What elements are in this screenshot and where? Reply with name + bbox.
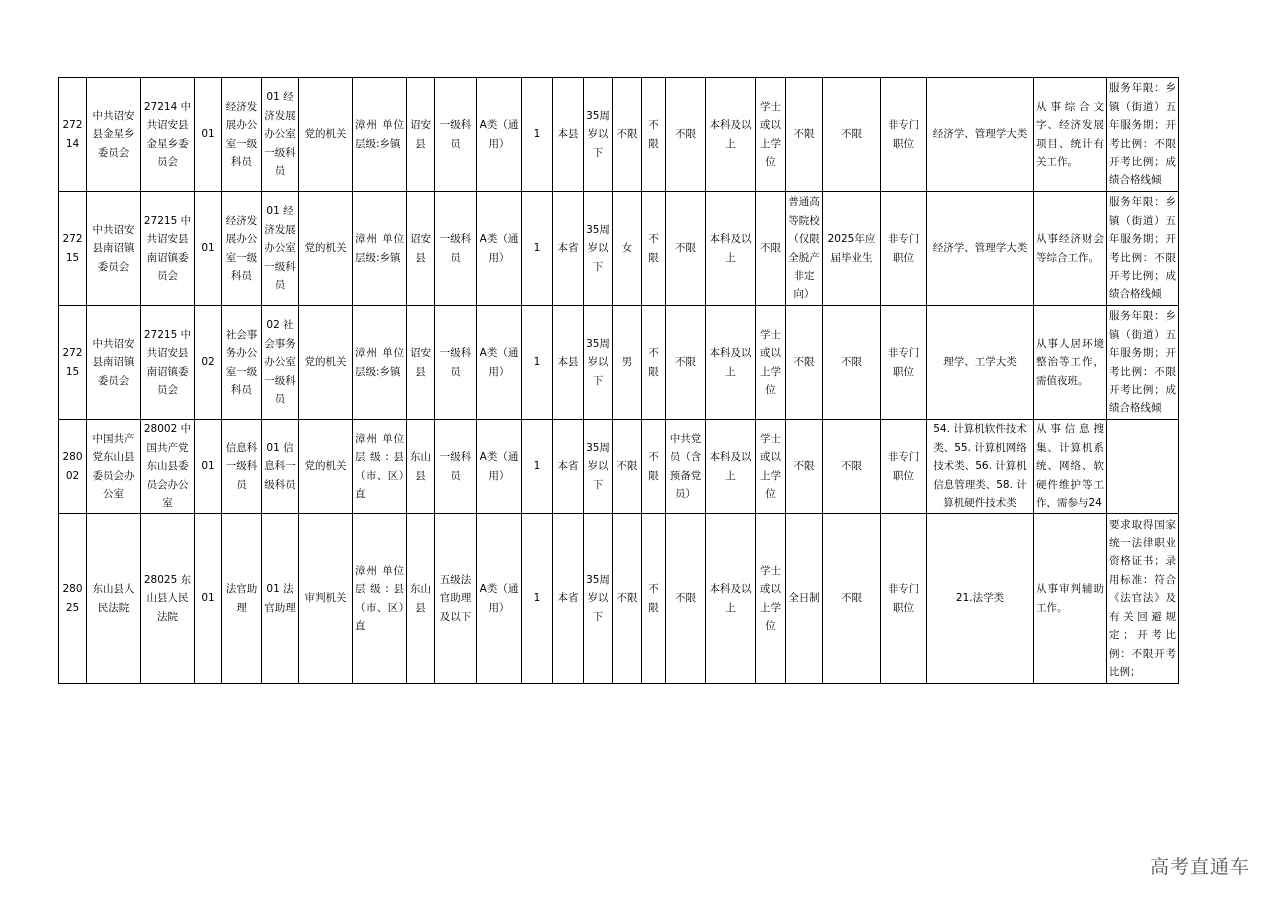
cell-degree: 学士或以上学位 bbox=[756, 306, 786, 420]
cell-education: 本科及以上 bbox=[706, 192, 756, 306]
cell-position-no: 01 bbox=[195, 420, 222, 514]
cell-remarks: 要求取得国家统一法律职业资格证书；录用标准：符合《法官法》及有关回避规定；开考比例：不限开考比例； bbox=[1107, 514, 1179, 684]
cell-graduate-type: 不限 bbox=[823, 306, 881, 420]
cell-headcount: 1 bbox=[522, 420, 553, 514]
cell-duties: 从事人居环境整治等工作，需值夜班。 bbox=[1034, 306, 1107, 420]
cell-post-type: 非专门职位 bbox=[881, 420, 927, 514]
cell-graduate-type: 2025年应届毕业生 bbox=[823, 192, 881, 306]
cell-code: 27214 bbox=[59, 78, 87, 192]
cell-gender: 男 bbox=[613, 306, 642, 420]
cell-position-no: 02 bbox=[195, 306, 222, 420]
cell-unit-level: 漳州 单位层级:县（市、区）直 bbox=[353, 420, 407, 514]
cell-headcount: 1 bbox=[522, 192, 553, 306]
cell-unit-code-name: 27215 中共诏安县南诏镇委员会 bbox=[141, 192, 195, 306]
cell-position-name: 信息科一级科员 bbox=[222, 420, 262, 514]
cell-code: 27215 bbox=[59, 192, 87, 306]
cell-headcount: 1 bbox=[522, 514, 553, 684]
cell-exam-category: A类（通用） bbox=[477, 78, 522, 192]
cell-position-name: 经济发展办公室一级科员 bbox=[222, 192, 262, 306]
cell-rank: 一级科员 bbox=[435, 78, 477, 192]
cell-code: 28002 bbox=[59, 420, 87, 514]
cell-political: 不限 bbox=[666, 78, 706, 192]
cell-post-type: 非专门职位 bbox=[881, 192, 927, 306]
cell-location: 诏安县 bbox=[407, 192, 435, 306]
cell-major: 经济学、管理学大类 bbox=[927, 192, 1034, 306]
cell-unit-code-name: 28002 中国共产党东山县委员会办公室 bbox=[141, 420, 195, 514]
cell-position-code-name: 02 社会事务办公室一级科员 bbox=[262, 306, 299, 420]
cell-education: 本科及以上 bbox=[706, 420, 756, 514]
cell-education: 本科及以上 bbox=[706, 514, 756, 684]
cell-school-type: 不限 bbox=[786, 78, 823, 192]
cell-location: 诏安县 bbox=[407, 78, 435, 192]
table-row bbox=[59, 514, 1179, 684]
cell-unit-code-name: 28025 东山县人民法院 bbox=[141, 514, 195, 684]
cell-school-type: 全日制 bbox=[786, 514, 823, 684]
cell-gender: 不限 bbox=[613, 420, 642, 514]
cell-age: 35周岁以下 bbox=[584, 306, 613, 420]
cell-position-code-name: 01 法官助理 bbox=[262, 514, 299, 684]
cell-major: 理学、工学大类 bbox=[927, 306, 1034, 420]
cell-household: 本县 bbox=[553, 78, 584, 192]
cell-household: 本省 bbox=[553, 420, 584, 514]
cell-unit-name: 东山县人民法院 bbox=[87, 514, 141, 684]
cell-organ-type: 党的机关 bbox=[299, 192, 353, 306]
cell-unit-name: 中共诏安县南诏镇委员会 bbox=[87, 306, 141, 420]
cell-graduate-type: 不限 bbox=[823, 420, 881, 514]
cell-degree: 学士或以上学位 bbox=[756, 420, 786, 514]
cell-political: 不限 bbox=[666, 514, 706, 684]
cell-code: 27215 bbox=[59, 306, 87, 420]
cell-rank: 一级科员 bbox=[435, 420, 477, 514]
cell-remarks bbox=[1107, 420, 1179, 514]
cell-organ-type: 党的机关 bbox=[299, 78, 353, 192]
cell-rank: 一级科员 bbox=[435, 306, 477, 420]
cell-position-code-name: 01 经济发展办公室一级科员 bbox=[262, 192, 299, 306]
cell-position-code-name: 01 经济发展办公室一级科员 bbox=[262, 78, 299, 192]
cell-school-type: 普通高等院校（仅限全脱产非定向） bbox=[786, 192, 823, 306]
cell-post-type: 非专门职位 bbox=[881, 514, 927, 684]
cell-political-a: 不限 bbox=[642, 192, 666, 306]
cell-position-name: 社会事务办公室一级科员 bbox=[222, 306, 262, 420]
cell-education: 本科及以上 bbox=[706, 78, 756, 192]
cell-graduate-type: 不限 bbox=[823, 514, 881, 684]
cell-remarks: 服务年限：乡镇（街道）五年服务期；开考比例：不限开考比例；成绩合格线倾 bbox=[1107, 78, 1179, 192]
cell-political: 中共党员（含预备党员） bbox=[666, 420, 706, 514]
cell-school-type: 不限 bbox=[786, 306, 823, 420]
cell-household: 本县 bbox=[553, 306, 584, 420]
cell-political-a: 不限 bbox=[642, 78, 666, 192]
cell-political-a: 不限 bbox=[642, 306, 666, 420]
cell-gender: 不限 bbox=[613, 514, 642, 684]
cell-age: 35周岁以下 bbox=[584, 192, 613, 306]
cell-duties: 从事审判辅助工作。 bbox=[1034, 514, 1107, 684]
cell-unit-level: 漳州 单位层级:县（市、区）直 bbox=[353, 514, 407, 684]
cell-major: 21.法学类 bbox=[927, 514, 1034, 684]
cell-headcount: 1 bbox=[522, 306, 553, 420]
cell-unit-level: 漳州 单位层级:乡镇 bbox=[353, 192, 407, 306]
cell-political: 不限 bbox=[666, 192, 706, 306]
cell-education: 本科及以上 bbox=[706, 306, 756, 420]
cell-code: 28025 bbox=[59, 514, 87, 684]
cell-position-no: 01 bbox=[195, 192, 222, 306]
cell-exam-category: A类（通用） bbox=[477, 514, 522, 684]
cell-position-code-name: 01 信息科一级科员 bbox=[262, 420, 299, 514]
cell-organ-type: 党的机关 bbox=[299, 306, 353, 420]
cell-unit-name: 中共诏安县金星乡委员会 bbox=[87, 78, 141, 192]
cell-age: 35周岁以下 bbox=[584, 420, 613, 514]
cell-position-name: 法官助理 bbox=[222, 514, 262, 684]
cell-exam-category: A类（通用） bbox=[477, 306, 522, 420]
cell-major: 54. 计算机软件技术类、55. 计算机网络技术类、56. 计算机信息管理类、58. 计算机硬件技术类 bbox=[927, 420, 1034, 514]
cell-political: 不限 bbox=[666, 306, 706, 420]
cell-political-a: 不限 bbox=[642, 514, 666, 684]
cell-degree: 学士或以上学位 bbox=[756, 514, 786, 684]
cell-degree: 不限 bbox=[756, 192, 786, 306]
cell-unit-name: 中共诏安县南诏镇委员会 bbox=[87, 192, 141, 306]
cell-gender: 女 bbox=[613, 192, 642, 306]
table-row bbox=[59, 306, 1179, 420]
cell-exam-category: A类（通用） bbox=[477, 420, 522, 514]
cell-organ-type: 审判机关 bbox=[299, 514, 353, 684]
cell-household: 本省 bbox=[553, 514, 584, 684]
cell-gender: 不限 bbox=[613, 78, 642, 192]
cell-post-type: 非专门职位 bbox=[881, 78, 927, 192]
cell-exam-category: A类（通用） bbox=[477, 192, 522, 306]
cell-major: 经济学、管理学大类 bbox=[927, 78, 1034, 192]
cell-unit-level: 漳州 单位层级:乡镇 bbox=[353, 306, 407, 420]
cell-unit-level: 漳州 单位层级:乡镇 bbox=[353, 78, 407, 192]
cell-rank: 五级法官助理及以下 bbox=[435, 514, 477, 684]
cell-age: 35周岁以下 bbox=[584, 514, 613, 684]
positions-table bbox=[58, 77, 1179, 684]
table-body bbox=[59, 78, 1179, 684]
cell-remarks: 服务年限：乡镇（街道）五年服务期；开考比例：不限开考比例；成绩合格线倾 bbox=[1107, 306, 1179, 420]
cell-graduate-type: 不限 bbox=[823, 78, 881, 192]
cell-political-a: 不限 bbox=[642, 420, 666, 514]
cell-position-name: 经济发展办公室一级科员 bbox=[222, 78, 262, 192]
table-row bbox=[59, 420, 1179, 514]
cell-duties: 从事经济财会等综合工作。 bbox=[1034, 192, 1107, 306]
cell-degree: 学士或以上学位 bbox=[756, 78, 786, 192]
table-row bbox=[59, 78, 1179, 192]
watermark-text: 高考直通车 bbox=[1149, 856, 1250, 878]
cell-headcount: 1 bbox=[522, 78, 553, 192]
cell-organ-type: 党的机关 bbox=[299, 420, 353, 514]
cell-age: 35周岁以下 bbox=[584, 78, 613, 192]
cell-rank: 一级科员 bbox=[435, 192, 477, 306]
cell-remarks: 服务年限：乡镇（街道）五年服务期；开考比例：不限开考比例；成绩合格线倾 bbox=[1107, 192, 1179, 306]
cell-post-type: 非专门职位 bbox=[881, 306, 927, 420]
cell-location: 诏安县 bbox=[407, 306, 435, 420]
cell-unit-code-name: 27215 中共诏安县南诏镇委员会 bbox=[141, 306, 195, 420]
table-row bbox=[59, 192, 1179, 306]
cell-household: 本省 bbox=[553, 192, 584, 306]
cell-location: 东山县 bbox=[407, 420, 435, 514]
cell-unit-name: 中国共产党东山县委员会办公室 bbox=[87, 420, 141, 514]
cell-position-no: 01 bbox=[195, 78, 222, 192]
cell-unit-code-name: 27214 中共诏安县金星乡委员会 bbox=[141, 78, 195, 192]
cell-duties: 从事信息搜集、计算机系统、网络、软硬件维护等工作，需参与24 bbox=[1034, 420, 1107, 514]
cell-location: 东山县 bbox=[407, 514, 435, 684]
cell-duties: 从事综合文字、经济发展项目、统计有关工作。 bbox=[1034, 78, 1107, 192]
cell-school-type: 不限 bbox=[786, 420, 823, 514]
cell-position-no: 01 bbox=[195, 514, 222, 684]
